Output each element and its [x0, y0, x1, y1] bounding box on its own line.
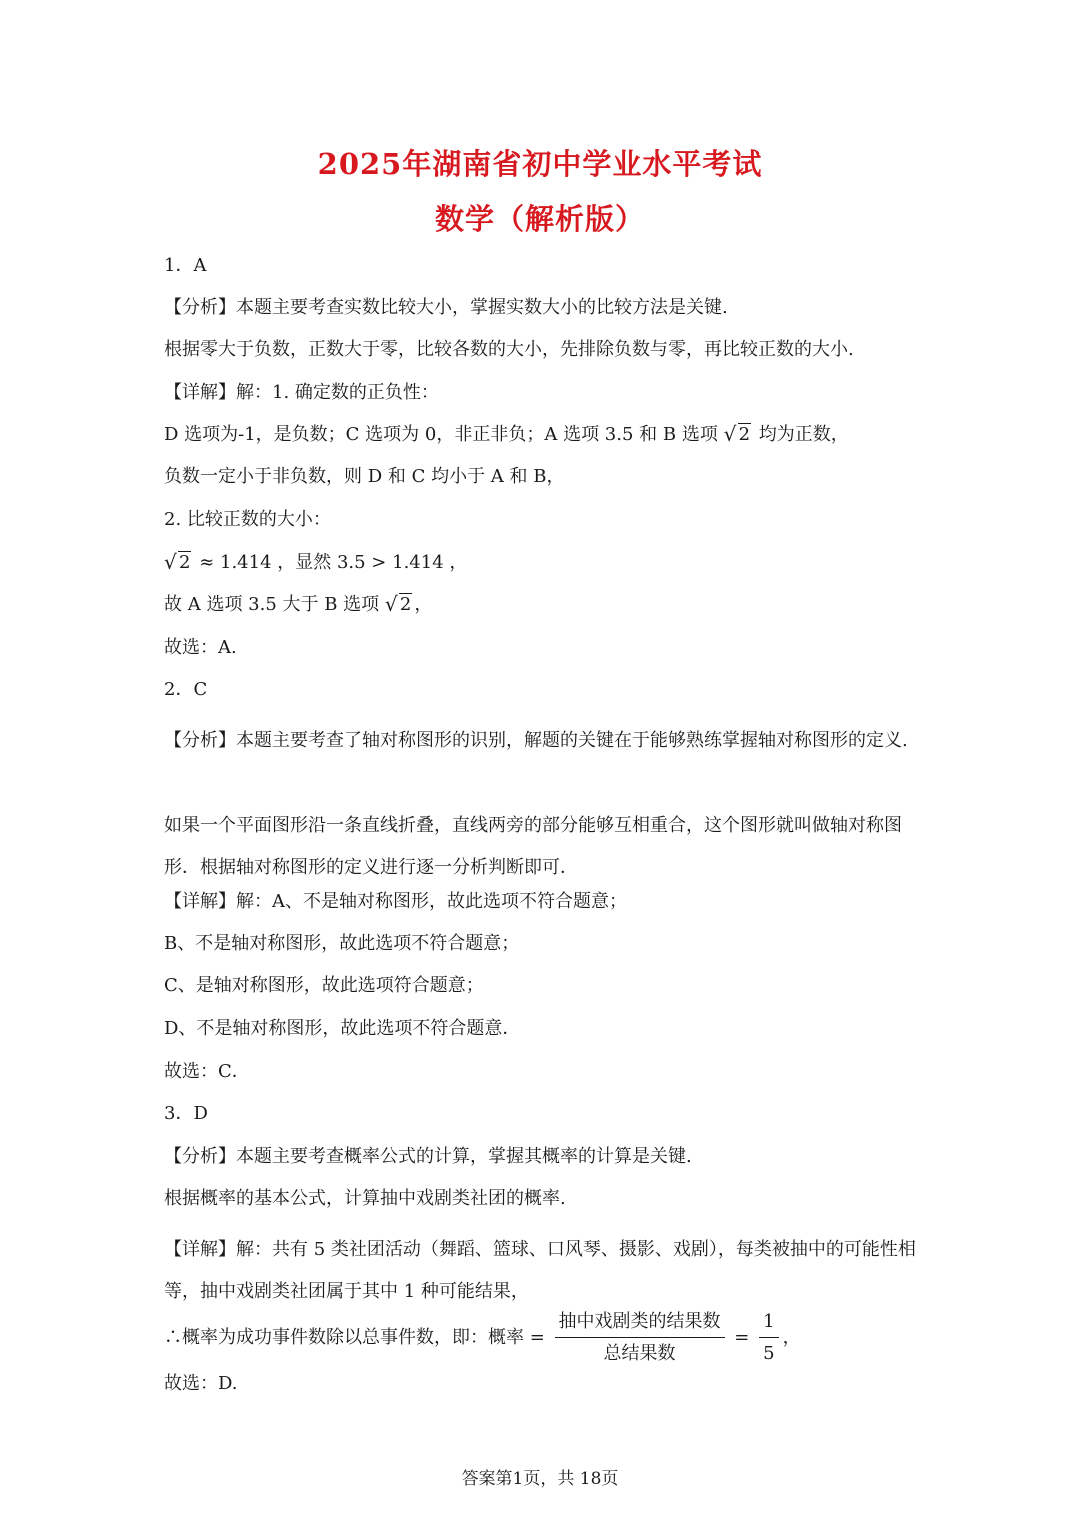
- q2-detail-c: C、是轴对称图形，故此选项符合题意；: [164, 975, 484, 996]
- q1-approx-line: [164, 551, 924, 575]
- q2-detail-a: 【详解】解：A、不是轴对称图形，故此选项不符合题意；: [164, 891, 627, 912]
- q1-answer: 1．A: [164, 255, 207, 276]
- q3-analysis: 【分析】本题主要考查概率公式的计算，掌握其概率的计算是关键.: [164, 1146, 692, 1167]
- sqrt-symbol: [164, 551, 191, 575]
- page-footer: 答案第1页，共 18页: [461, 1469, 619, 1489]
- q1-negative-line: 负数一定小于非负数，则 D 和 C 均小于 A 和 B，: [164, 466, 565, 487]
- q3-conclusion: 故选：D.: [164, 1373, 238, 1394]
- q2-detail-b: B、不是轴对称图形，故此选项不符合题意；: [164, 933, 520, 954]
- fraction-denominator: 总结果数: [603, 1343, 676, 1364]
- q1-compare-result: [164, 593, 924, 617]
- document-subtitle: 数学（解析版）: [434, 202, 645, 236]
- document-title: 2025年湖南省初中学业水平考试: [317, 147, 763, 181]
- q1-sign-line: [164, 423, 924, 447]
- fraction-probability: [759, 1308, 778, 1368]
- q3-formula-suffix: ，: [782, 1327, 801, 1348]
- q1-sign-text-a: D 选项为-1，是负数；C 选项为 0，非正非负；A 选项 3.5 和 B 选项: [164, 424, 718, 445]
- equals-sign: =: [734, 1327, 750, 1348]
- q2-answer: 2．C: [164, 679, 208, 700]
- q1-method: 根据零大于负数，正数大于零，比较各数的大小，先排除负数与零，再比较正数的大小.: [164, 339, 854, 360]
- sqrt-radicand: 2: [179, 552, 191, 573]
- q3-formula-prefix: ∴概率为成功事件数除以总事件数，即：概率 =: [164, 1327, 545, 1348]
- q3-formula-line: [164, 1308, 924, 1368]
- sqrt-symbol: [724, 423, 751, 447]
- fraction-outcomes: [555, 1308, 725, 1368]
- sqrt-radicand: 2: [738, 424, 751, 445]
- q1-detail-intro: 【详解】解：1. 确定数的正负性：: [164, 382, 439, 403]
- q1-compare-text-b: ，: [414, 594, 433, 615]
- sqrt-symbol: [385, 593, 412, 617]
- q2-detail-d: D、不是轴对称图形，故此选项不符合题意．: [164, 1018, 521, 1039]
- fraction-numerator: 抽中戏剧类的结果数: [555, 1308, 725, 1338]
- q1-approx-text: ≈ 1.414 ，显然 3.5 > 1.414 ，: [199, 552, 468, 573]
- q2-analysis: 【分析】本题主要考查了轴对称图形的识别，解题的关键在于能够熟练掌握轴对称图形的定义.: [164, 730, 908, 751]
- q3-method: 根据概率的基本公式，计算抽中戏剧类社团的概率.: [164, 1188, 566, 1209]
- q2-conclusion: 故选：C．: [164, 1061, 250, 1082]
- q1-compare-heading: 2. 比较正数的大小：: [164, 509, 331, 530]
- sqrt-radicand: 2: [399, 594, 412, 615]
- q1-analysis: 【分析】本题主要考查实数比较大小，掌握实数大小的比较方法是关键.: [164, 297, 728, 318]
- q1-conclusion: 故选：A.: [164, 637, 237, 658]
- q2-definition: 如果一个平面图形沿一条直线折叠，直线两旁的部分能够互相重合，这个图形就叫做轴对称图形．根据轴对称图形的定义进行逐一分析判断即可．: [164, 815, 902, 878]
- fraction-denominator: 5: [763, 1343, 775, 1364]
- q3-detail: 【详解】解：共有 5 类社团活动（舞蹈、篮球、口风琴、摄影、戏剧），每类被抽中的可能性相等，抽中戏剧类社团属于其中 1 种可能结果，: [164, 1239, 916, 1302]
- q3-answer: 3．D: [164, 1103, 208, 1124]
- fraction-numerator: 1: [759, 1308, 778, 1338]
- q1-sign-text-b: 均为正数，: [758, 424, 849, 445]
- q1-compare-text-a: 故 A 选项 3.5 大于 B 选项: [164, 594, 380, 615]
